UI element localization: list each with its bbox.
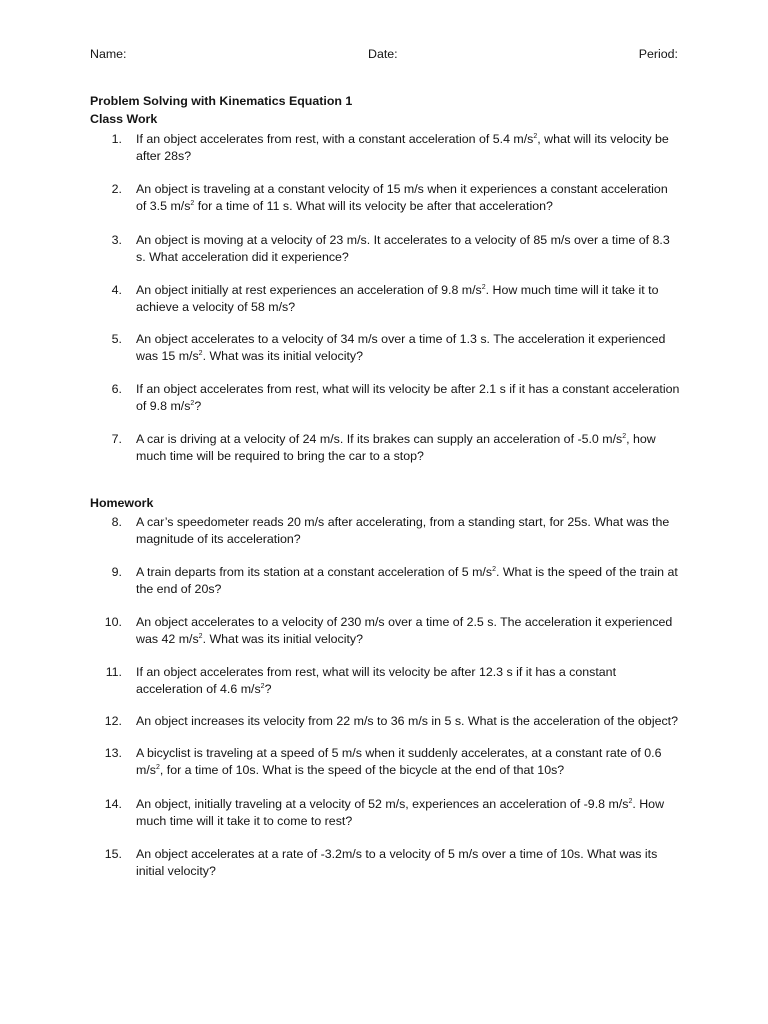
question-text: An object, initially traveling at a velocity of 52 m/s, experiences an acceleration of -9.8 $m/s^2$. How much time will it take it to come to rest?: [136, 797, 665, 828]
header-row: [90, 47, 680, 65]
question-number: 11.: [105, 665, 122, 679]
question-number: 1.: [111, 132, 122, 146]
question-number: 12.: [104, 714, 122, 728]
date-label: Date:: [368, 47, 398, 61]
question-number: 3.: [111, 233, 122, 247]
question-text: A car’s speedometer reads 20 m/s after accelerating, from a standing start, for 25s. What was the magnitude of its acceleration?: [136, 515, 670, 546]
question-text: An object increases its velocity from 22 m/s to 36 m/s in 5 s. What is the acceleration of the object?: [136, 714, 678, 728]
question-number: 5.: [111, 332, 122, 346]
question-text: If an object accelerates from rest, with a constant acceleration of 5.4 $m/s^2$, what will its velocity be after 28s?: [136, 132, 669, 163]
question-text: An object accelerates to a velocity of 34 m/s over a time of 1.3 s. The acceleration it experienced was 15 $m/s^2$. What was its initial velocity?: [136, 332, 666, 363]
name-label: Name:: [90, 47, 127, 61]
question-number: 6.: [111, 382, 122, 396]
question-text: An object initially at rest experiences an acceleration of 9.8 $m/s^2$. How much time will it take it to achieve a velocity of 58 m/s?: [136, 283, 659, 314]
question-number: 8.: [111, 515, 122, 529]
question-number: 13.: [104, 746, 122, 760]
question-text: An object is traveling at a constant velocity of 15 m/s when it experiences a constant acceleration of 3.5 $m/s^2$ for a time of 11 s. What will its velocity be after that acceleration?: [136, 182, 668, 213]
question-text: An object accelerates to a velocity of 230 m/s over a time of 2.5 s. The acceleration it experienced was 42 $m/s^2$. What was its initial velocity?: [136, 615, 673, 646]
question-text: If an object accelerates from rest, what will its velocity be after 2.1 s if it has a constant acceleration of 9.8 $m/s^2$?: [136, 382, 680, 413]
homework-heading: Homework: [90, 496, 154, 510]
question-number: 7.: [111, 432, 122, 446]
question-text: A bicyclist is traveling at a speed of 5 m/s when it suddenly accelerates, at a constant rate of 0.6 $m/s^2$, for a time of 10s. What is the speed of the bicycle at the end of that 10s?: [136, 746, 662, 777]
question-number: 14.: [104, 797, 122, 811]
question-text: If an object accelerates from rest, what will its velocity be after 12.3 s if it has a constant acceleration of 4.6 $m/s^2$?: [136, 665, 617, 696]
question-text: A car is driving at a velocity of 24 m/s. If its brakes can supply an acceleration of -5.0 $m/s^2$, how much time will be required to bring the car to a stop?: [136, 432, 656, 463]
question-text: An object is moving at a velocity of 23 m/s. It accelerates to a velocity of 85 m/s over a time of 8.3 s. What acceleration did it experience?: [136, 233, 670, 264]
classwork-heading: Class Work: [90, 112, 158, 126]
period-label: Period:: [638, 47, 678, 61]
question-number: 15.: [104, 847, 122, 861]
question-number: 9.: [111, 565, 122, 579]
question-text: An object accelerates at a rate of -3.2m/s to a velocity of 5 m/s over a time of 10s. What was its initial velocity?: [136, 847, 658, 878]
question-number: 10.: [104, 615, 122, 629]
question-text: A train departs from its station at a constant acceleration of 5 $m/s^2$. What is the speed of the train at the end of 20s?: [136, 565, 678, 596]
worksheet-title: Problem Solving with Kinematics Equation 1: [90, 94, 353, 108]
question-number: 4.: [111, 283, 122, 297]
question-number: 2.: [111, 182, 122, 196]
